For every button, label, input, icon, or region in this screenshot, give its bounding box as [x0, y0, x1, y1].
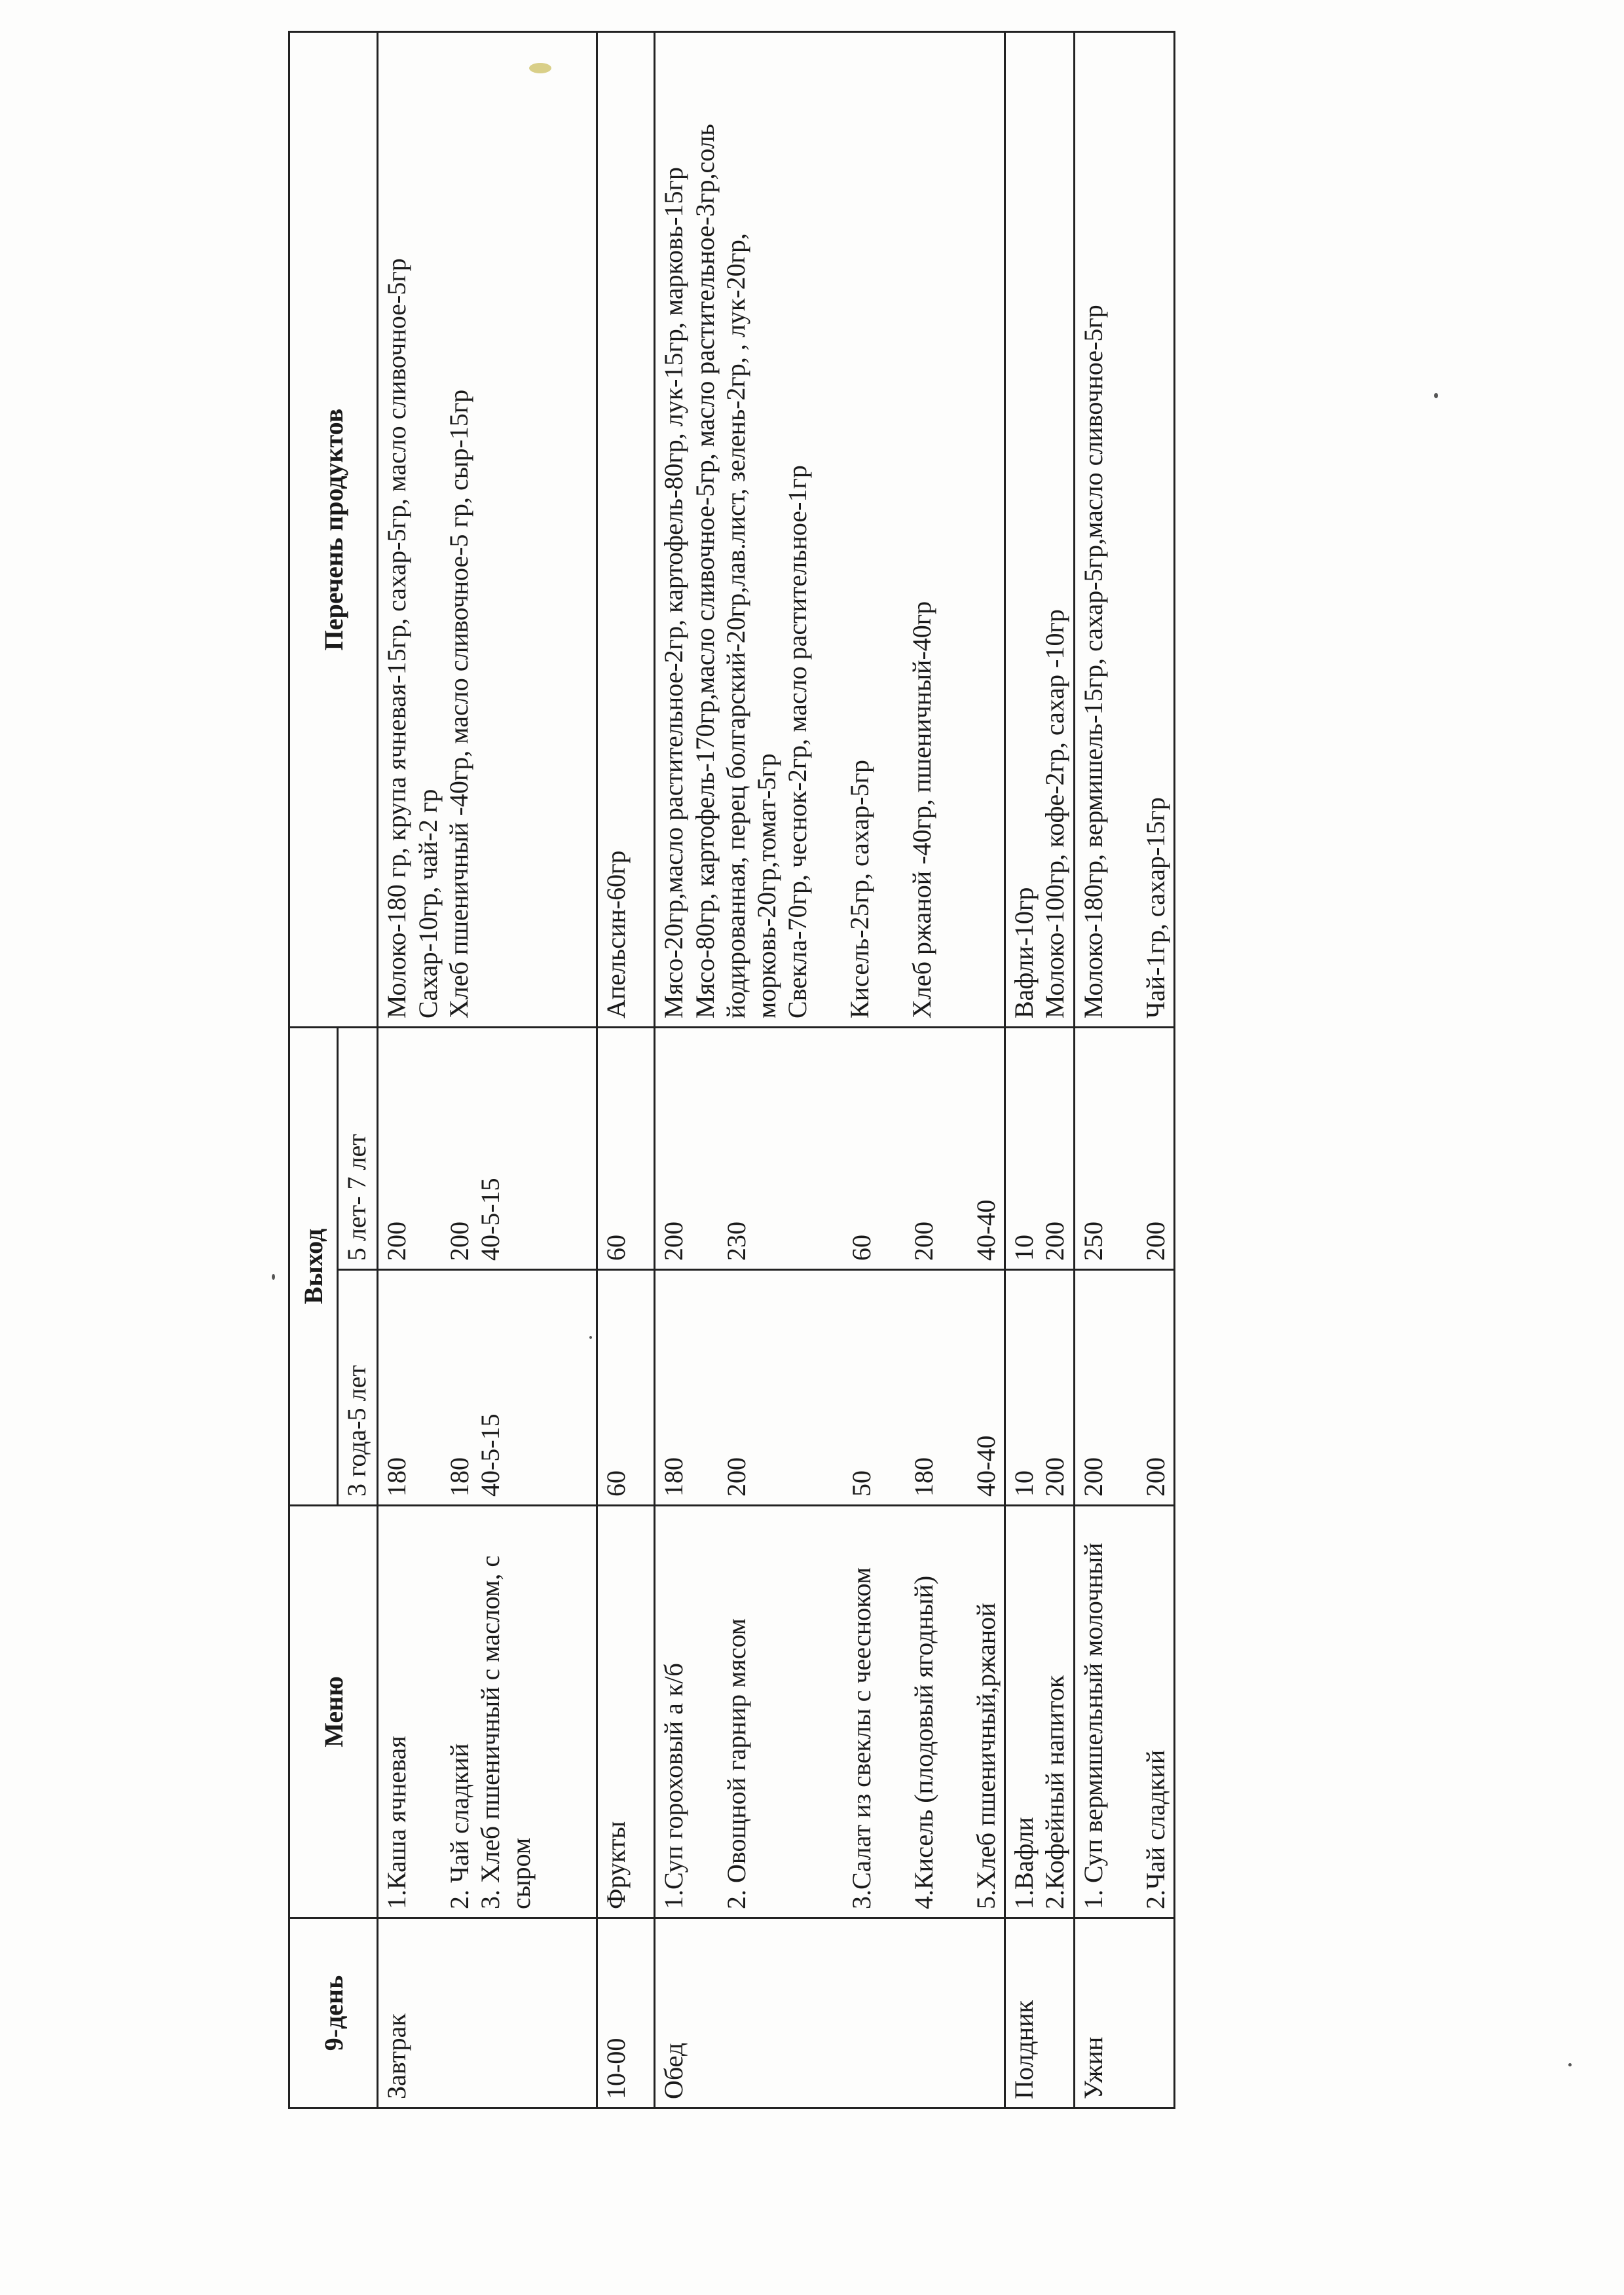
dinner-products — [1074, 32, 1174, 1028]
output-value: 180 — [659, 1457, 689, 1497]
menu-sheet — [288, 33, 1175, 2109]
output-value: 200 — [1140, 1457, 1170, 1497]
dish: 4.Кисель (плодовый ягодный) — [908, 1575, 938, 1909]
output-value: 230 — [721, 1222, 751, 1261]
afternoon-dishes — [1005, 1506, 1074, 1918]
afternoon-snack-row — [1005, 32, 1074, 2108]
scan-speck — [1434, 393, 1438, 398]
output-value: 40-5-15 — [475, 1413, 505, 1497]
dish: 1. Суп вермишельный молочный — [1078, 1542, 1108, 1909]
day-header: 9-день — [289, 1918, 378, 2108]
output-value: 200 — [908, 1222, 938, 1261]
snack-10-row — [597, 32, 655, 2108]
breakfast-out-5-7 — [378, 1028, 597, 1270]
output-value: 60 — [597, 1270, 655, 1506]
output-value: 50 — [846, 1470, 876, 1497]
age-5-7-header: 5 лет- 7 лет — [338, 1028, 378, 1270]
output-value: 60 — [846, 1235, 876, 1261]
dinner-dishes — [1074, 1506, 1174, 1918]
output-value: 40-5-15 — [475, 1178, 505, 1261]
product-list: Вафли-10гр — [1009, 887, 1039, 1018]
output-value: 200 — [382, 1222, 412, 1261]
product-list: Молоко-180гр, вермишель-15гр, сахар-5гр,масло сливочное-5гр — [1078, 305, 1108, 1018]
scan-speck — [272, 1274, 275, 1280]
product-list: Апельсин-60гр — [597, 32, 655, 1028]
output-value: 200 — [1040, 1457, 1070, 1497]
breakfast-dishes — [378, 1506, 597, 1918]
product-list: Чай-1гр, сахар-15гр — [1140, 797, 1170, 1018]
dinner-out-5-7 — [1074, 1028, 1174, 1270]
dish: 5.Хлеб пшеничный,ржаной — [971, 1603, 1001, 1909]
output-value: 200 — [1040, 1222, 1070, 1261]
output-header: Выход — [289, 1028, 338, 1506]
product-list: Молоко-100гр, кофе-2гр, сахар -10гр — [1040, 609, 1070, 1018]
breakfast-out-3-5 — [378, 1270, 597, 1506]
products-header: Перечень продуктов — [289, 32, 378, 1028]
menu-table — [288, 31, 1175, 2109]
afternoon-out-5-7 — [1005, 1028, 1074, 1270]
dish: 1.Каша ячневая — [382, 1736, 412, 1909]
breakfast-products — [378, 32, 597, 1028]
output-value: 200 — [721, 1457, 751, 1497]
menu-header: Меню — [289, 1506, 378, 1918]
product-list: Мясо-80гр, картофель-170гр,масло сливочное-5гр, масло растительное-3гр,соль йодированная, перец болгарский-20гр,лав.лист, зелень-2гр, , лук-20гр, морковь-20гр,томат-5гр — [690, 124, 781, 1018]
dinner-row — [1074, 32, 1174, 2108]
dish: 1.Вафли — [1009, 1817, 1039, 1909]
meal-name: Завтрак — [378, 1918, 597, 2108]
age-3-5-header: 3 года-5 лет — [338, 1270, 378, 1506]
lunch-out-5-7 — [655, 1028, 1005, 1270]
dish: 2.Чай сладкий — [1140, 1749, 1170, 1909]
output-value: 180 — [444, 1457, 474, 1497]
afternoon-products — [1005, 32, 1074, 1028]
output-value: 200 — [1140, 1222, 1170, 1261]
dish: 3. Хлеб пшеничный с маслом, с сыром — [475, 1555, 536, 1909]
product-list: Молоко-180 гр, крупа ячневая-15гр, сахар-5гр, масло сливочное-5гр — [382, 258, 412, 1018]
output-value: 40-40 — [971, 1199, 1001, 1261]
output-value: 10 — [1009, 1470, 1039, 1497]
dish: Фрукты — [597, 1506, 655, 1918]
meal-name: 10-00 — [597, 1918, 655, 2108]
lunch-row — [655, 32, 1005, 2108]
lunch-dishes — [655, 1506, 1005, 1918]
product-list: Кисель-25гр, сахар-5гр — [845, 760, 875, 1018]
dish: 1.Суп гороховый а к/б — [659, 1663, 689, 1909]
output-value: 180 — [908, 1457, 938, 1497]
breakfast-row — [378, 32, 597, 2108]
output-value: 200 — [659, 1222, 689, 1261]
output-value: 200 — [1078, 1457, 1108, 1497]
dinner-out-3-5 — [1074, 1270, 1174, 1506]
header-row — [289, 32, 338, 2108]
product-list: Свекла-70гр, чеснок-2гр, масло растительное-1гр — [783, 465, 813, 1018]
dish: 2. Овощной гарнир мясом — [721, 1618, 751, 1909]
output-value: 180 — [382, 1457, 412, 1497]
output-value: 60 — [597, 1028, 655, 1270]
output-value: 10 — [1009, 1235, 1039, 1261]
meal-name: Ужин — [1074, 1918, 1174, 2108]
dish: 2.Кофейный напиток — [1040, 1675, 1070, 1909]
product-list: Сахар-10гр, чай-2 гр — [413, 789, 443, 1018]
lunch-products — [655, 32, 1005, 1028]
lunch-out-3-5 — [655, 1270, 1005, 1506]
meal-name: Полдник — [1005, 1918, 1074, 2108]
dish: 2. Чай сладкий — [444, 1743, 474, 1909]
product-list: Хлеб пшеничный -40гр, масло сливочное-5 гр, сыр-15гр — [443, 389, 473, 1018]
output-value: 40-40 — [971, 1435, 1001, 1497]
dish: 3.Салат из свеклы с чеесноком — [846, 1567, 876, 1909]
product-list: Мясо-20гр,масло растительное-2гр, картофель-80гр, лук-15гр, марковь-15гр — [659, 167, 689, 1018]
output-value: 250 — [1078, 1222, 1108, 1261]
scan-speck — [1568, 2063, 1572, 2066]
afternoon-out-3-5 — [1005, 1270, 1074, 1506]
output-value: 200 — [444, 1222, 474, 1261]
product-list: Хлеб ржаной -40гр, пшеничный-40гр — [907, 601, 937, 1018]
meal-name: Обед — [655, 1918, 1005, 2108]
